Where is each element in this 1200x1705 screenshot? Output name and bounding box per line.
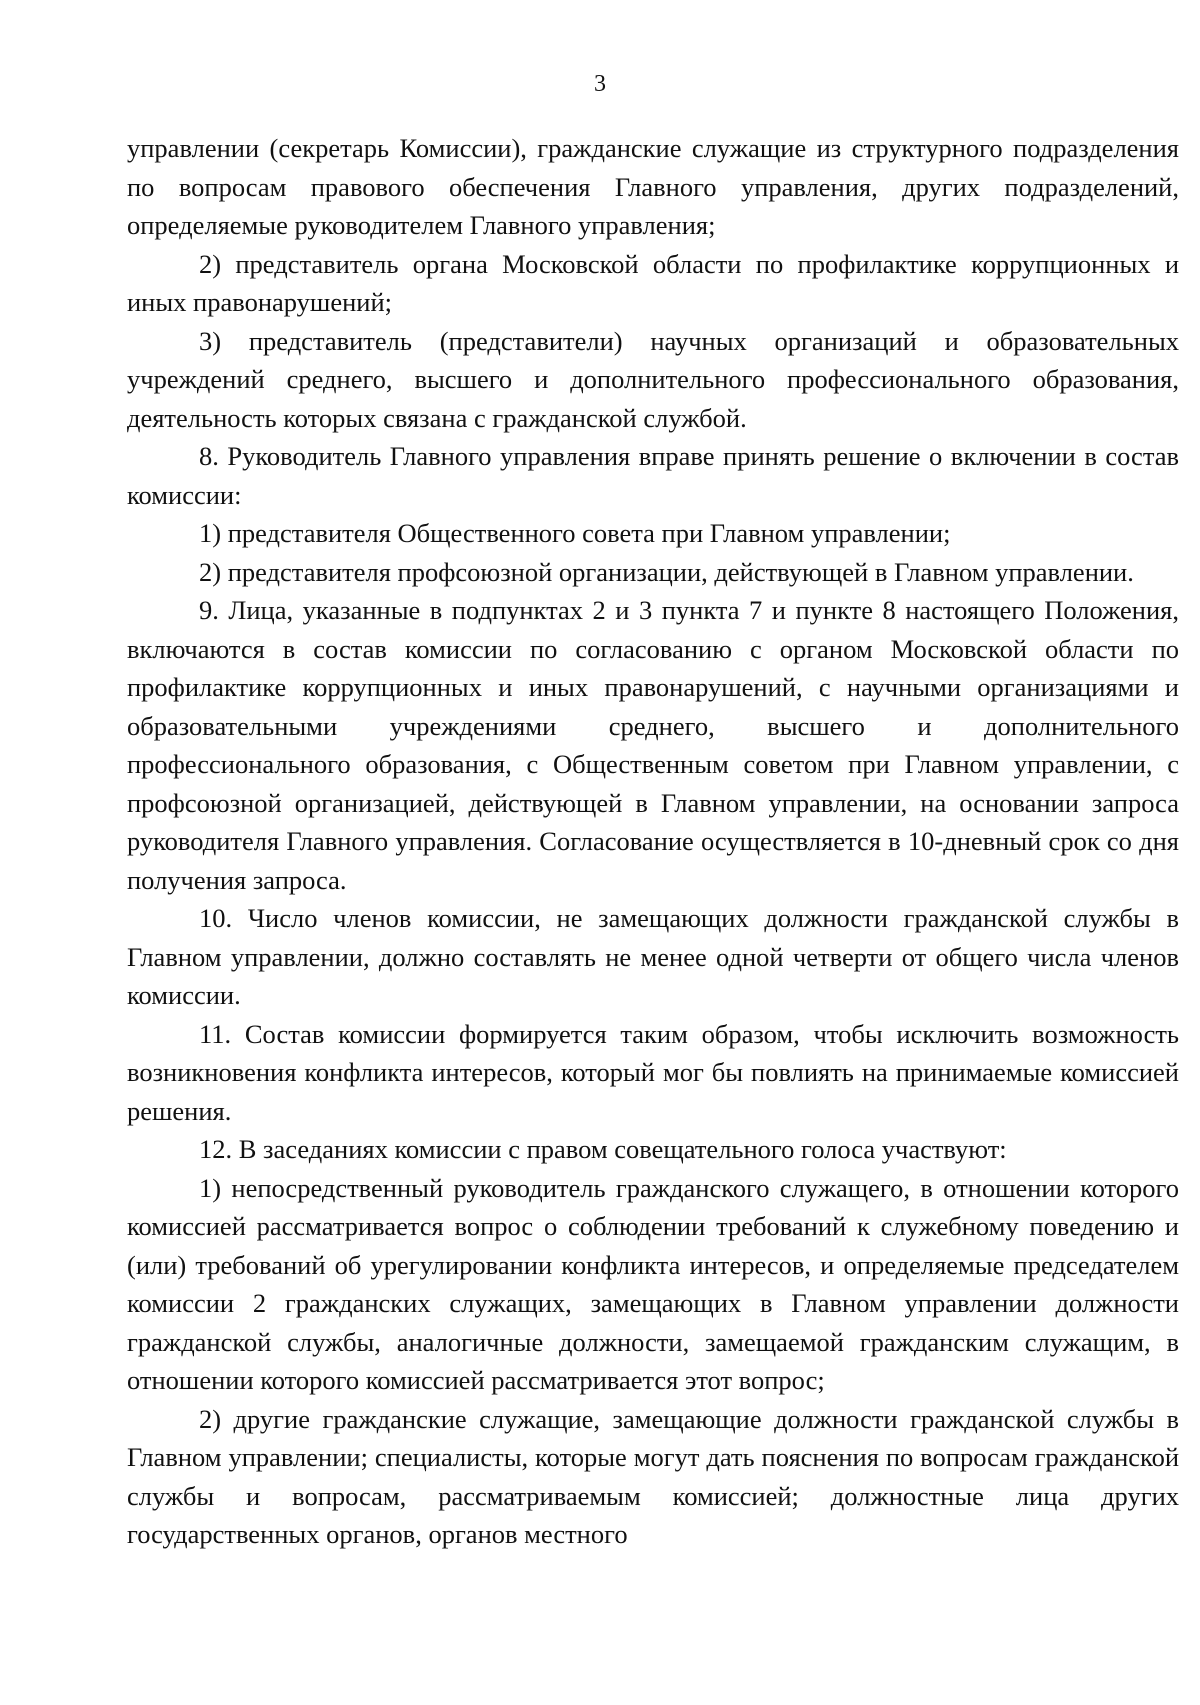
paragraph-item-7-2: 2) представитель органа Московской области по профилактике коррупционных и иных правонарушений;	[127, 248, 1179, 317]
paragraph-clause-9: 9. Лица, указанные в подпунктах 2 и 3 пункта 7 и пункте 8 настоящего Положения, включаются в состав комиссии по согласованию с органом Московской области по профилактике коррупционных и иных правонарушений, с научными организациями и образовательными учреждениями среднего, высшего и дополнительного профессионального образования, с Общественным советом при Главном управлении, с профсоюзной организацией, действующей в Главном управлении, на основании запроса руководителя Главного управления. Согласование осуществляется в 10-дневный срок со дня получения запроса.	[127, 595, 1179, 895]
paragraph-clause-12: 12. В заседаниях комиссии с правом совещательного голоса участвуют:	[199, 1134, 1007, 1164]
paragraph-clause-10: 10. Число членов комиссии, не замещающих должности гражданской службы в Главном управлении, должно составлять не менее одной четверти от общего числа членов комиссии.	[127, 903, 1179, 1010]
paragraph-continuation: управлении (секретарь Комиссии), гражданские служащие из структурного подразделения по вопросам правового обеспечения Главного управления, других подразделений, определяемые руководителем Главного управления;	[127, 133, 1179, 240]
paragraph-item-8-2: 2) представителя профсоюзной организации, действующей в Главном управлении.	[199, 556, 1134, 587]
paragraph-item-12-2: 2) другие гражданские служащие, замещающие должности гражданской службы в Главном управлении; специалисты, которые могут дать пояснения по вопросам гражданской службы и вопросам, рассматриваемым комиссией; должностные лица других государственных органов, органов местного	[127, 1403, 1179, 1549]
paragraph-clause-11: 11. Состав комиссии формируется таким образом, чтобы исключить возможность возникновения конфликта интересов, который мог бы повлиять на принимаемые комиссией решения.	[127, 1018, 1179, 1126]
paragraph-item-8-1: 1) представителя Общественного совета при Главном управлении;	[199, 518, 951, 548]
paragraph-item-7-3: 3) представитель (представители) научных организаций и образовательных учреждений среднего, высшего и дополнительного профессионального образования, деятельность которых связана с гражданской службой.	[127, 325, 1179, 433]
page-number: 3	[594, 71, 606, 97]
paragraph-item-12-1: 1) непосредственный руководитель гражданского служащего, в отношении которого комиссией рассматривается вопрос о соблюдении требований к служебному поведению и (или) требований об урегулировании конфликта интересов, и определяемые председателем комиссии 2 гражданских служащих, замещающих в Главном управлении должности гражданской службы, аналогичные должности, замещаемой гражданским служащим, в отношении которого комиссией рассматривается этот вопрос;	[127, 1172, 1179, 1395]
paragraph-clause-8: 8. Руководитель Главного управления вправе принять решение о включении в состав комиссии:	[127, 441, 1179, 510]
document-body	[127, 129, 1179, 1554]
